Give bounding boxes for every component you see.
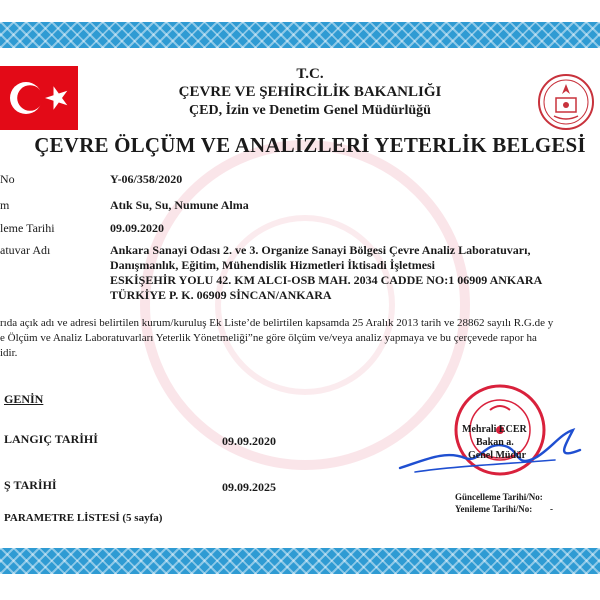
signatory-name: Mehrali ECER	[462, 424, 527, 435]
validity-end-value: 09.09.2025	[222, 480, 276, 494]
validity-start-value: 09.09.2020	[222, 434, 276, 448]
validity-end-label: Ş TARİHİ	[4, 478, 57, 492]
watermark-inner-ring	[215, 215, 395, 395]
header-tc: T.C.	[296, 66, 324, 82]
field-value-no: Y-06/358/2020	[110, 172, 183, 186]
lab-line-1: Danışmanlık, Eğitim, Mühendislik Hizmetleri İktisadi İşletmesi	[110, 258, 436, 272]
field-label-scope: m	[0, 198, 10, 212]
validity-start-label: LANGIÇ TARİHİ	[4, 432, 98, 446]
border-band-bottom	[0, 548, 600, 574]
signatory-role-2: Genel Müdür	[468, 450, 527, 461]
signatory-role-1: Bakan a.	[476, 437, 514, 448]
paragraph-line-3: idir.	[0, 347, 18, 359]
field-label-lab-name: atuvar Adı	[0, 243, 51, 257]
lab-line-2: ESKİŞEHİR YOLU 42. KM ALCI-OSB MAH. 2034 CADDE NO:1 06909 ANKARA	[110, 273, 543, 287]
parameter-list-label: PARAMETRE LİSTESİ (5 sayfa)	[4, 512, 163, 524]
header-directorate: ÇED, İzin ve Denetim Genel Müdürlüğü	[189, 103, 431, 118]
lab-line-3: TÜRKİYE P. K. 06909 SİNCAN/ANKARA	[110, 288, 332, 302]
certificate-title: ÇEVRE ÖLÇÜM VE ANALİZLERİ YETERLİK BELGESİ	[34, 133, 586, 157]
field-label-date: leme Tarihi	[0, 221, 55, 235]
field-value-date: 09.09.2020	[110, 221, 164, 235]
update-date-label: Güncelleme Tarihi/No:	[455, 492, 543, 502]
header-ministry: ÇEVRE VE ŞEHİRCİLİK BAKANLIĞI	[178, 84, 442, 100]
renewal-date-label: Yenileme Tarihi/No:	[455, 504, 533, 514]
certificate-paragraph	[0, 316, 598, 361]
field-value-lab-name: Ankara Sanayi Odası 2. ve 3. Organize Sanayi Bölgesi Çevre Analiz Laboratuvarı,	[110, 243, 531, 257]
border-band-top	[0, 22, 600, 48]
field-value-scope: Atık Su, Su, Numune Alma	[110, 198, 249, 212]
paragraph-line-1: rıda açık adı ve adresi belirtilen kurum/kuruluş Ek Liste’de belirtilen kapsamda 25 Aralık 2013 tarih ve 28862 sayılı R.G.de y	[0, 317, 554, 329]
paragraph-line-2: e Ölçüm ve Analiz Laboratuvarları Yeterlik Yönetmeliği”ne göre ölçüm ve/veya analiz yapmaya ve bu çerçevede rapor ha	[0, 332, 537, 344]
renewal-date-value: -	[550, 504, 553, 514]
validity-heading: GENİN	[4, 392, 44, 406]
field-label-no: No	[0, 172, 15, 186]
